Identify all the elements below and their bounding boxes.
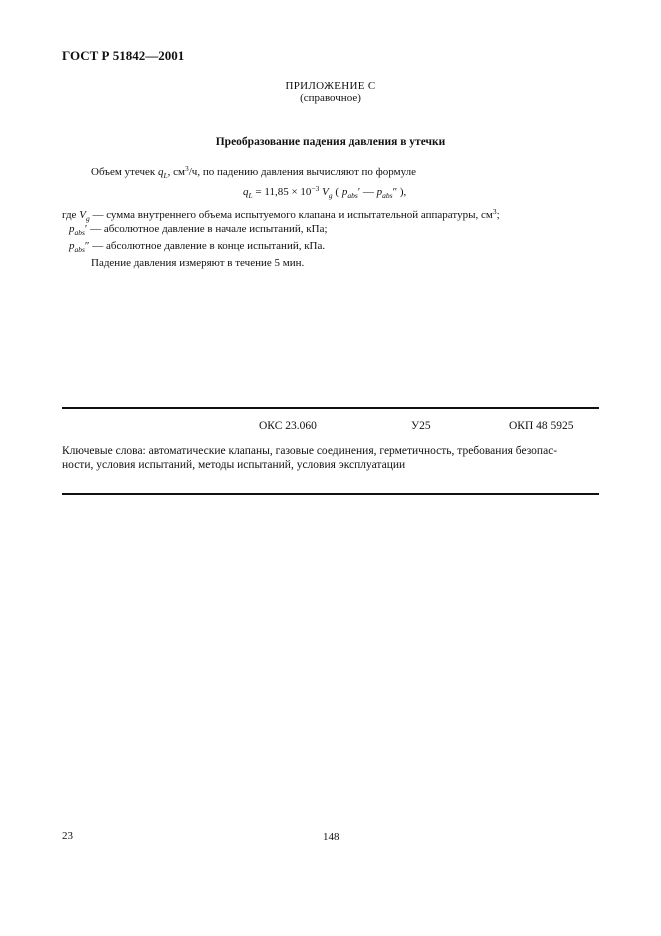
bottom-divider xyxy=(62,493,599,495)
keywords-line: ности, условия испытаний, методы испытаний, условия эксплуатации xyxy=(62,459,406,471)
definition-vg: где $V_g$ — сумма внутреннего объема испытуемого клапана и испытательной аппаратуры, $см^3$; xyxy=(62,207,500,223)
keywords-line: Ключевые слова: автоматические клапаны, газовые соединения, герметичность, требования безопас- xyxy=(62,445,558,457)
page-number-center: 148 xyxy=(323,831,340,843)
section-heading: Преобразование падения давления в утечки xyxy=(215,136,446,148)
appendix-note: (справочное) xyxy=(300,92,361,104)
paragraph-measurement-time: Падение давления измеряют в течение 5 мин. xyxy=(91,257,305,269)
page-number-left: 23 xyxy=(62,830,73,842)
classification-okc: ОКС 23.060 xyxy=(259,420,317,432)
appendix-title: ПРИЛОЖЕНИЕ С xyxy=(285,80,376,92)
classification-u: У25 xyxy=(411,420,431,432)
formula: $q_L = 11,85 \times 10^{-3}$ $V_g$ ( $p_{abs}'$ — $p_{abs}''$ ), xyxy=(243,184,407,200)
document-code: ГОСТ Р 51842—2001 xyxy=(62,48,185,63)
definition-pabs-end: $p_{abs}''$ — абсолютное давление в конце испытаний, кПа. xyxy=(69,240,326,254)
paragraph-leak-volume: Объем утечек $q_L$, $см^3/ч$, по падению давления вычисляют по формуле xyxy=(91,164,416,180)
top-divider xyxy=(62,407,599,409)
keywords-block xyxy=(62,444,602,472)
classification-okp: ОКП 48 5925 xyxy=(509,420,574,432)
definition-pabs-start: $p_{abs}'$ — абсолютное давление в начале испытаний, кПа; xyxy=(69,223,328,237)
q-symbol: q xyxy=(157,166,164,178)
